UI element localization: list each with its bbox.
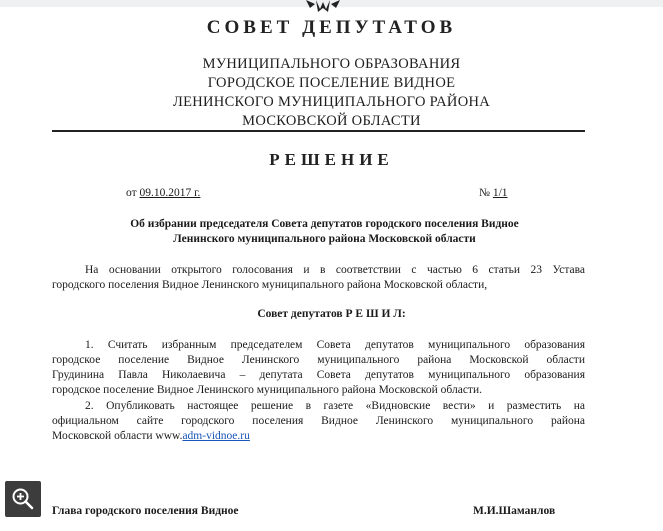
date-prefix: от bbox=[126, 187, 137, 199]
preamble-line-1 bbox=[52, 264, 585, 276]
item2-line-1 bbox=[52, 400, 585, 412]
item1-line-3: Грудинина Павла Николаевича – депутата Совета депутатов муниципального образования bbox=[52, 369, 585, 381]
item1-text-1: 1. Считать избранным председателем Совета депутатов муниципального образования bbox=[85, 339, 585, 351]
preamble-text-1: На основании открытого голосования и в соответствии с частью 6 статьи 23 Устава bbox=[85, 264, 585, 276]
site-link[interactable]: adm-vidnoe.ru bbox=[182, 430, 250, 442]
item2-line-2: официальном сайте городского поселения Видное Ленинского муниципального района bbox=[52, 415, 585, 427]
header-line-3: ЛЕНИНСКОГО МУНИЦИПАЛЬНОГО РАЙОНА bbox=[172, 94, 491, 110]
decision-number bbox=[479, 187, 508, 199]
resolved-heading: Совет депутатов Р Е Ш И Л: bbox=[257, 308, 406, 320]
date-value: 09.10.2017 г. bbox=[139, 187, 201, 199]
decision-date bbox=[126, 187, 200, 199]
number-prefix: № bbox=[479, 187, 490, 199]
subject-line-2: Ленинского муниципального района Московской области bbox=[173, 233, 476, 245]
signature-name: М.И.Шаманлов bbox=[473, 505, 556, 517]
zoom-button[interactable] bbox=[5, 481, 41, 517]
council-title: СОВЕТ ДЕПУТАТОВ bbox=[206, 17, 457, 38]
header-line-2: ГОРОДСКОЕ ПОСЕЛЕНИЕ ВИДНОЕ bbox=[207, 75, 456, 91]
zoom-in-icon bbox=[5, 481, 41, 517]
item1-line-4: городское поселение Видное Ленинского муниципального района Московской области. bbox=[52, 384, 482, 396]
subject-line-1: Об избрании председателя Совета депутатов городского поселения Видное bbox=[130, 218, 519, 230]
decision-title: РЕШЕНИЕ bbox=[269, 150, 394, 169]
item1-line-1 bbox=[52, 339, 585, 351]
item1-line-2: городское поселение Видное Ленинского муниципального района Московской области bbox=[52, 354, 585, 366]
header-line-4: МОСКОВСКОЙ ОБЛАСТИ bbox=[242, 113, 421, 129]
signature-position: Глава городского поселения Видное bbox=[52, 505, 239, 517]
item2-last-text: Московской области www. bbox=[52, 430, 183, 442]
eagle-crest-icon bbox=[296, 0, 350, 13]
number-value: 1/1 bbox=[492, 187, 508, 199]
header-divider bbox=[52, 130, 585, 132]
preamble-line-2: городского поселения Видное Ленинского муниципального района Московской области, bbox=[52, 279, 488, 291]
item2-line-3 bbox=[52, 430, 585, 442]
item2-text-1: 2. Опубликовать настоящее решение в газете «Видновские вести» и разместить на bbox=[85, 400, 585, 412]
header-line-1: МУНИЦИПАЛЬНОГО ОБРАЗОВАНИЯ bbox=[202, 56, 461, 72]
